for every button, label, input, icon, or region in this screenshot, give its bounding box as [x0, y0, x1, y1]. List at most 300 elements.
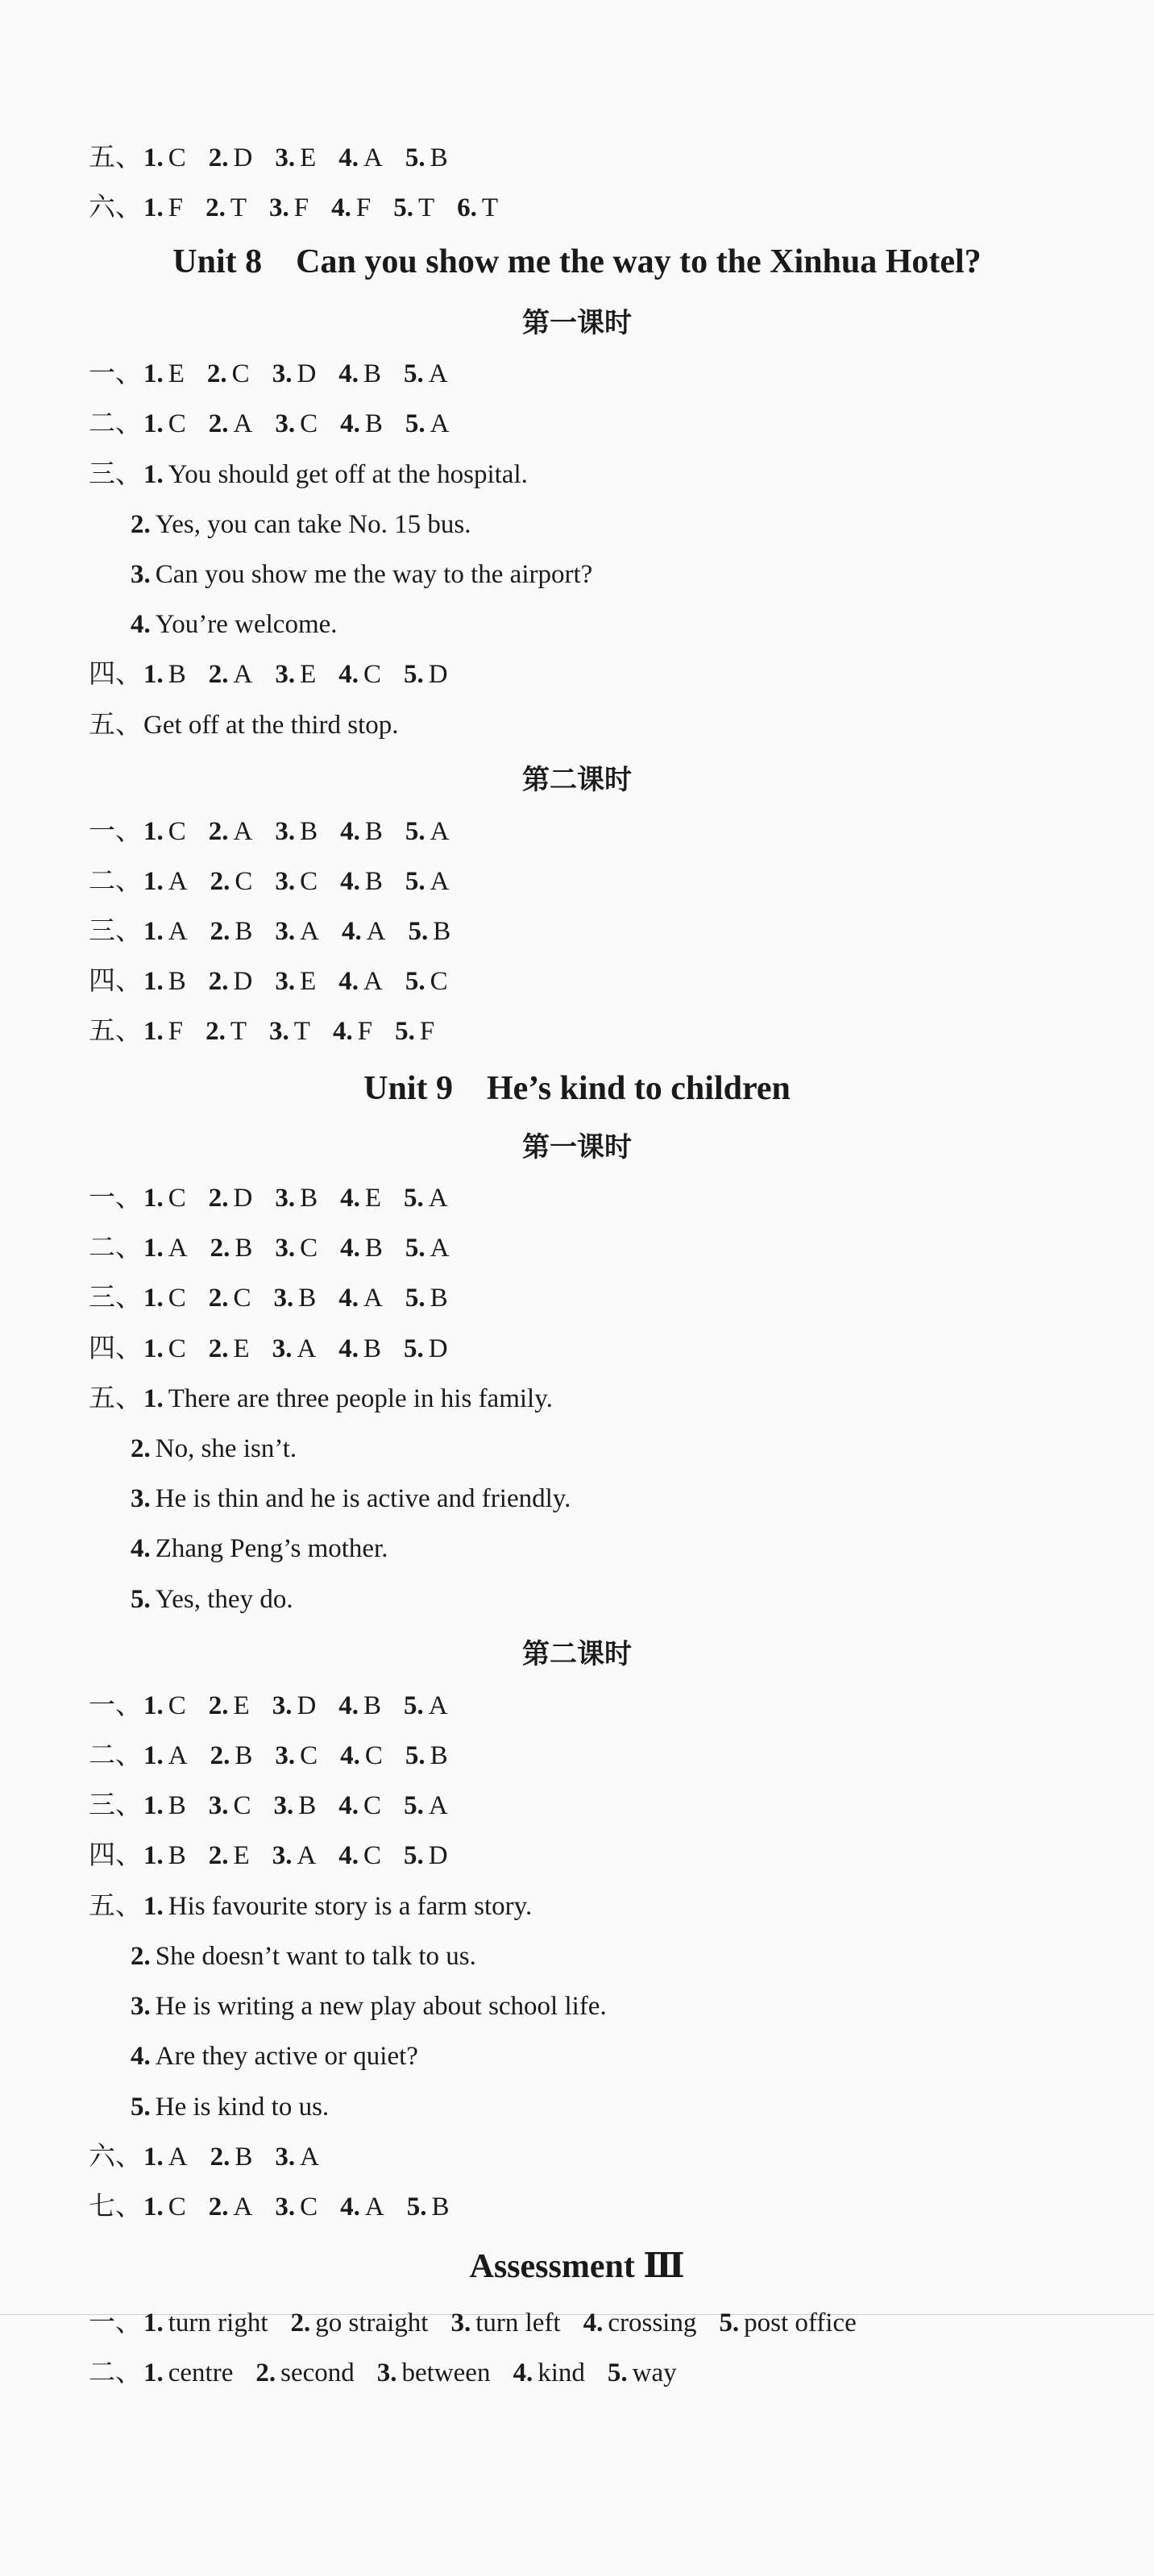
item-number: 2.: [210, 2143, 230, 2172]
answer-value: F: [293, 193, 309, 222]
sentence-row: [89, 458, 550, 491]
answer-value: B: [363, 1334, 382, 1363]
answer-value: B: [168, 967, 186, 996]
answer-item: [275, 1234, 318, 1263]
answer-value: A: [297, 1841, 317, 1870]
assessment-title: Assessment Ⅲ: [469, 2248, 685, 2285]
answer-row: [89, 915, 473, 948]
answer-row: [89, 358, 471, 390]
sentence-row: [89, 1383, 575, 1415]
answer-value: C: [300, 867, 318, 896]
answer-value: B: [168, 1791, 186, 1820]
answer-text: Zhang Peng’s mother.: [155, 1534, 388, 1563]
answer-item: [143, 2308, 268, 2337]
item-number: 5.: [607, 2358, 628, 2387]
answer-value: A: [428, 359, 448, 388]
answer-item: [210, 1741, 253, 1770]
answer-value: D: [428, 660, 448, 689]
item-number: 4.: [340, 1184, 360, 1213]
lesson-heading: 第一课时: [522, 1131, 632, 1164]
item-number: 4.: [338, 1841, 359, 1870]
answer-value: F: [168, 193, 184, 222]
answer-item: [338, 1691, 381, 1720]
question-label: 六、: [89, 2143, 142, 2172]
item-number: 2.: [210, 1234, 230, 1263]
item-number: 2.: [131, 1434, 151, 1463]
item-number: 4.: [340, 867, 360, 896]
question-label: 二、: [89, 1234, 142, 1263]
item-number: 4.: [338, 359, 359, 388]
item-number: 5.: [393, 193, 413, 222]
answer-value: A: [430, 867, 450, 896]
item-number: 3.: [275, 1184, 296, 1213]
answer-value: B: [364, 1234, 383, 1263]
answer-item: [340, 867, 383, 896]
item-number: 3.: [275, 409, 296, 438]
answer-item: [513, 2358, 584, 2387]
item-number: 2.: [208, 1184, 229, 1213]
item-number: 4.: [338, 1691, 359, 1720]
answer-item: [143, 1234, 188, 1263]
answer-value: D: [297, 359, 317, 388]
question-label: 四、: [89, 967, 142, 996]
item-number: 2.: [210, 917, 230, 946]
answer-item: [405, 867, 450, 896]
answer-value: T: [293, 1017, 310, 1046]
item-number: 4.: [338, 967, 359, 996]
answer-value: C: [430, 967, 448, 996]
answer-value: C: [168, 2192, 186, 2221]
answer-item: [338, 1334, 381, 1363]
answer-row: [89, 192, 521, 224]
answer-item: [143, 967, 186, 996]
item-number: 5.: [404, 1691, 424, 1720]
item-number: 3.: [275, 917, 296, 946]
sentence-row: [131, 2040, 441, 2072]
answer-row: [89, 1690, 471, 1722]
answer-value: A: [363, 967, 383, 996]
answer-value: B: [363, 359, 382, 388]
answer-text: Can you show me the way to the airport?: [155, 560, 593, 589]
answer-value: D: [297, 1691, 317, 1720]
item-number: 1.: [143, 660, 164, 689]
item-number: 4.: [338, 1791, 359, 1820]
answer-row: [89, 2191, 471, 2223]
answer-row: [89, 1232, 471, 1264]
answer-value: C: [363, 1841, 382, 1870]
answer-item: [405, 967, 448, 996]
answer-value: A: [430, 817, 450, 846]
item-number: 4.: [331, 193, 351, 222]
item-number: 4.: [131, 1534, 151, 1563]
item-number: 1.: [143, 359, 164, 388]
answer-item: [404, 660, 448, 689]
item-number: 4.: [131, 610, 151, 639]
answer-value: T: [418, 193, 435, 222]
item-number: 3.: [131, 1992, 151, 2021]
item-number: 3.: [275, 2192, 296, 2221]
sentence-row: [89, 1890, 554, 1923]
answer-value: go straight: [315, 2308, 429, 2337]
question-label: 一、: [89, 1184, 142, 1213]
answer-value: A: [428, 1691, 448, 1720]
item-number: 4.: [340, 1234, 360, 1263]
item-number: 1.: [143, 1334, 164, 1363]
answer-item: [209, 660, 253, 689]
answer-item: [143, 1017, 183, 1046]
item-number: 3.: [131, 1484, 151, 1513]
sentence-row: [131, 1483, 593, 1515]
item-number: 3.: [275, 867, 296, 896]
answer-value: C: [300, 409, 318, 438]
item-number: 4.: [338, 1334, 359, 1363]
answer-value: E: [168, 359, 185, 388]
answer-item: [340, 817, 383, 846]
unit-title: Unit 9 He’s kind to children: [363, 1070, 791, 1107]
item-number: 1.: [143, 817, 164, 846]
item-number: 1.: [143, 143, 164, 172]
answer-row: [89, 1333, 471, 1365]
item-number: 4.: [340, 817, 360, 846]
item-number: 4.: [338, 1284, 359, 1313]
answer-value: E: [300, 967, 317, 996]
answer-item: [338, 967, 383, 996]
answer-item: [338, 143, 383, 172]
answer-text: He is thin and he is active and friendly.: [155, 1484, 571, 1513]
answer-item: [210, 1234, 253, 1263]
answer-value: E: [233, 1691, 250, 1720]
item-number: 3.: [275, 2143, 296, 2172]
answer-value: A: [233, 409, 253, 438]
answer-row: [89, 1790, 471, 1822]
question-label: 一、: [89, 2308, 142, 2337]
item-number: 2.: [205, 193, 226, 222]
answer-row: [89, 408, 471, 440]
item-number: 3.: [272, 359, 293, 388]
item-number: 5.: [405, 867, 425, 896]
question-label: 二、: [89, 1741, 142, 1770]
item-number: 3.: [272, 1334, 293, 1363]
answer-item: [209, 967, 253, 996]
answer-item: [274, 1284, 317, 1313]
answer-item: [404, 1334, 448, 1363]
answer-item: [143, 1841, 186, 1870]
answer-item: [143, 1791, 186, 1820]
item-number: 1.: [143, 2143, 164, 2172]
answer-row: [89, 142, 471, 174]
answer-item: [205, 1017, 247, 1046]
answer-text: Get off at the third stop.: [143, 711, 399, 740]
answer-value: crossing: [608, 2308, 697, 2337]
answer-value: C: [168, 409, 186, 438]
item-number: 3.: [131, 560, 151, 589]
answer-value: B: [364, 409, 383, 438]
answer-item: [333, 1017, 372, 1046]
answer-value: C: [168, 1691, 186, 1720]
item-number: 3.: [450, 2308, 471, 2337]
question-label: 六、: [89, 193, 142, 222]
answer-item: [205, 193, 247, 222]
answer-item: [407, 2192, 450, 2221]
answer-item: [395, 1017, 434, 1046]
unit-title: Unit 8 Can you show me the way to the Xinhua Hotel?: [172, 243, 982, 280]
item-number: 3.: [376, 2358, 397, 2387]
answer-item: [209, 1791, 251, 1820]
answer-value: F: [168, 1017, 184, 1046]
answer-text: He is writing a new play about school life.: [155, 1992, 607, 2021]
sentence-row: [131, 1940, 499, 1972]
answer-item: [275, 409, 318, 438]
item-number: 1.: [143, 1184, 164, 1213]
item-number: 2.: [208, 2192, 229, 2221]
answer-row: [89, 815, 471, 848]
answer-item: [275, 660, 316, 689]
answer-value: A: [168, 2143, 188, 2172]
item-number: 1.: [143, 1791, 164, 1820]
answer-item: [143, 1741, 188, 1770]
answer-value: second: [280, 2358, 355, 2387]
answer-item: [209, 2192, 253, 2221]
question-label: 二、: [89, 867, 142, 896]
item-number: 4.: [341, 917, 362, 946]
item-number: 5.: [405, 1234, 425, 1263]
answer-value: T: [230, 193, 247, 222]
answer-value: A: [363, 1284, 383, 1313]
answer-text: No, she isn’t.: [155, 1434, 297, 1463]
item-number: 2.: [208, 660, 229, 689]
answer-value: A: [297, 1334, 317, 1363]
answer-item: [210, 2143, 253, 2172]
answer-item: [719, 2308, 856, 2337]
item-number: 1.: [143, 967, 164, 996]
answer-item: [404, 1841, 448, 1870]
item-number: 2.: [255, 2358, 276, 2387]
answer-value: A: [233, 2192, 253, 2221]
answer-item: [209, 409, 253, 438]
item-number: 1.: [143, 1892, 164, 1921]
answer-item: [143, 1284, 186, 1313]
answer-value: D: [233, 967, 253, 996]
item-number: 1.: [143, 1384, 164, 1413]
item-number: 2.: [131, 1942, 151, 1971]
answer-value: A: [430, 409, 450, 438]
answer-row: [89, 965, 471, 998]
answer-value: between: [401, 2358, 491, 2387]
item-number: 2.: [208, 1334, 229, 1363]
answer-value: F: [357, 1017, 373, 1046]
answer-item: [143, 2358, 233, 2387]
answer-item: [405, 1741, 448, 1770]
answer-value: turn left: [475, 2308, 561, 2337]
question-label: 三、: [89, 460, 142, 489]
answer-text: Yes, they do.: [155, 1585, 293, 1614]
answer-value: B: [433, 917, 451, 946]
item-number: 5.: [719, 2308, 740, 2337]
answer-value: A: [168, 1234, 188, 1263]
item-number: 1.: [143, 2192, 164, 2221]
answer-row: [89, 1182, 471, 1214]
answer-item: [338, 1791, 381, 1820]
answer-item: [340, 2192, 384, 2221]
item-number: 5.: [405, 143, 425, 172]
answer-item: [210, 867, 253, 896]
answer-item: [338, 1841, 381, 1870]
answer-item: [143, 409, 186, 438]
answer-item: [207, 359, 250, 388]
sentence-row: [131, 558, 615, 591]
answer-item: [209, 1284, 251, 1313]
item-number: 5.: [404, 1184, 424, 1213]
answer-item: [143, 193, 183, 222]
item-number: 1.: [143, 1017, 164, 1046]
answer-value: B: [235, 1234, 253, 1263]
answer-item: [269, 193, 309, 222]
answer-value: E: [233, 1841, 250, 1870]
item-number: 3.: [275, 1741, 296, 1770]
lesson-heading: 第二课时: [522, 1638, 632, 1670]
answer-row: [89, 1282, 471, 1314]
answer-item: [340, 409, 383, 438]
answer-value: C: [168, 1284, 186, 1313]
item-number: 1.: [143, 1234, 164, 1263]
answer-item: [143, 359, 185, 388]
answer-item: [405, 143, 448, 172]
answer-value: E: [233, 1334, 250, 1363]
question-label: 四、: [89, 660, 142, 689]
answer-item: [409, 917, 451, 946]
item-number: 5.: [404, 1334, 424, 1363]
answer-item: [209, 1841, 250, 1870]
answer-item: [450, 2308, 560, 2337]
answer-value: C: [364, 1741, 383, 1770]
answer-row: [89, 2357, 699, 2389]
answer-item: [143, 1691, 186, 1720]
answer-value: B: [168, 660, 186, 689]
answer-row: [89, 658, 471, 691]
item-number: 1.: [143, 1284, 164, 1313]
sentence-row: [131, 2091, 351, 2123]
item-number: 1.: [143, 1691, 164, 1720]
answer-row: [89, 865, 471, 898]
answer-value: B: [364, 817, 383, 846]
item-number: 3.: [275, 817, 296, 846]
answer-item: [340, 1234, 383, 1263]
answer-value: D: [233, 143, 253, 172]
answer-value: A: [233, 817, 253, 846]
answer-value: B: [298, 1284, 317, 1313]
item-number: 2.: [208, 967, 229, 996]
answer-value: C: [300, 1234, 318, 1263]
answer-value: B: [430, 143, 448, 172]
item-number: 6.: [457, 193, 477, 222]
answer-item: [275, 1741, 318, 1770]
item-number: 3.: [275, 143, 296, 172]
answer-value: E: [300, 143, 317, 172]
question-label: 五、: [89, 1384, 142, 1413]
item-number: 4.: [131, 2042, 151, 2071]
answer-item: [290, 2308, 428, 2337]
answer-item: [457, 193, 498, 222]
item-number: 2.: [208, 817, 229, 846]
item-number: 4.: [513, 2358, 533, 2387]
answer-item: [404, 1691, 448, 1720]
answer-item: [405, 409, 450, 438]
item-number: 4.: [332, 1017, 353, 1046]
answer-value: A: [364, 2192, 384, 2221]
answer-value: turn right: [168, 2308, 268, 2337]
item-number: 2.: [210, 1741, 230, 1770]
sentence-row: [131, 508, 493, 541]
item-number: 3.: [275, 660, 296, 689]
answer-item: [209, 1184, 253, 1213]
answer-row: [89, 1740, 471, 1772]
answer-value: F: [355, 193, 372, 222]
answer-value: C: [168, 143, 186, 172]
answer-item: [275, 817, 318, 846]
answer-item: [143, 143, 186, 172]
answer-item: [331, 193, 371, 222]
item-number: 2.: [208, 1284, 229, 1313]
answer-item: [209, 1334, 250, 1363]
item-number: 5.: [406, 2192, 427, 2221]
answer-item: [143, 2143, 188, 2172]
answer-item: [405, 817, 450, 846]
answer-value: B: [363, 1691, 382, 1720]
question-label: 七、: [89, 2192, 142, 2221]
answer-value: T: [481, 193, 499, 222]
question-label: 四、: [89, 1841, 142, 1870]
question-label: 一、: [89, 359, 142, 388]
answer-text: You’re welcome.: [155, 610, 338, 639]
item-number: 2.: [206, 359, 227, 388]
lesson-heading: 第二课时: [522, 764, 632, 796]
item-number: 1.: [143, 193, 164, 222]
answer-item: [143, 917, 188, 946]
answer-value: B: [430, 1284, 448, 1313]
question-label: 五、: [89, 1892, 142, 1921]
answer-item: [255, 2358, 354, 2387]
item-number: 1.: [143, 1841, 164, 1870]
item-number: 5.: [405, 1284, 425, 1313]
item-number: 3.: [269, 193, 289, 222]
answer-value: C: [168, 1184, 186, 1213]
answer-value: C: [233, 1284, 251, 1313]
answer-item: [404, 359, 448, 388]
sentence-row: [131, 1990, 629, 2022]
answer-text: There are three people in his family.: [168, 1384, 553, 1413]
item-number: 5.: [131, 1585, 151, 1614]
answer-item: [404, 1791, 448, 1820]
item-number: 1.: [143, 2358, 164, 2387]
answer-value: F: [419, 1017, 435, 1046]
question-label: 五、: [89, 711, 142, 740]
answer-item: [143, 2192, 186, 2221]
answer-row: [89, 1015, 457, 1047]
answer-item: [275, 917, 319, 946]
answer-item: [377, 2358, 491, 2387]
answer-value: post office: [744, 2308, 857, 2337]
item-number: 3.: [272, 1691, 293, 1720]
answer-value: D: [428, 1841, 448, 1870]
answer-row: [89, 2141, 342, 2173]
answer-value: A: [428, 1791, 448, 1820]
sentence-row: [131, 1533, 410, 1565]
answer-value: B: [300, 1184, 318, 1213]
answer-item: [210, 917, 253, 946]
answer-item: [272, 1334, 317, 1363]
answer-item: [275, 967, 316, 996]
answer-item: [583, 2308, 697, 2337]
